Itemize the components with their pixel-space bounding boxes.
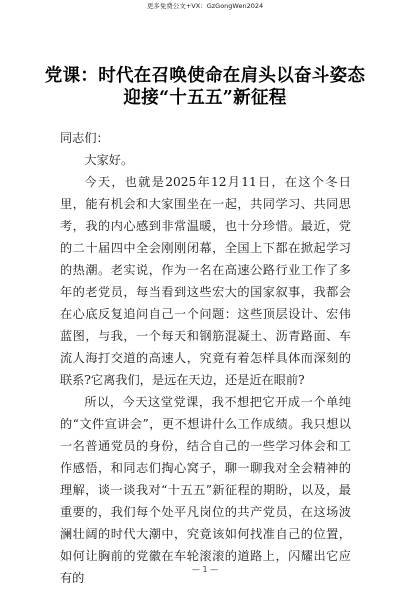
page-number: — 1 —	[191, 565, 219, 574]
paragraph-2: 所以，今天这堂党课，我不想把它开成一个单纯的“文件宣讲会”，更不想讲什么工作成绩。我只想以一名普通党员的身份，结合自己的一些学习体会和工作感悟，和同志们掏心窝子，聊一聊我对全会精神的理解，谈一谈我对“十五五”新征程的期盼，以及，最重要的，我们每个处平凡岗位的共产党员，在这场波澜壮阔的时代大潮中，究竟该如何找准自己的位置，如何让胸前的党徽在车轮滚滚的道路上，闪耀出它应有的	[60, 395, 351, 585]
promo-text: 更多免费公文+VX：GzGongWen2024	[146, 2, 264, 10]
paragraph-1: 今天，也就是2025年12月11日，在这个冬日里，能有机会和大家围坐在一起，共同学习、共同思考，我的内心感到非常温暖，也十分珍惜。最近，党的二十届四中全会刚刚闭幕，全国上下都在掀起学习的热潮。老实说，作为一名在高速公路行业工作了多年的老党员，每当看到这些宏大的国家叙事，我都会在心底反复追问自己一个问题：这些顶层设计、宏伟蓝图，与我，一个每天和钢筋混凝土、沥青路面、车流人海打交道的高速人，究竟有着怎样具体而深刻的联系?它离我们，是远在天边，还是近在眼前?	[60, 175, 351, 387]
promo-header	[0, 0, 410, 12]
greeting: 大家好。	[84, 153, 134, 167]
salutation: 同志们：	[60, 131, 109, 145]
document-title-line-2: 迎接“十五五”新征程	[123, 88, 287, 108]
document-title-line-1: 党课：时代在召唤使命在肩头以奋斗姿态	[44, 66, 366, 86]
document-body	[60, 127, 351, 589]
